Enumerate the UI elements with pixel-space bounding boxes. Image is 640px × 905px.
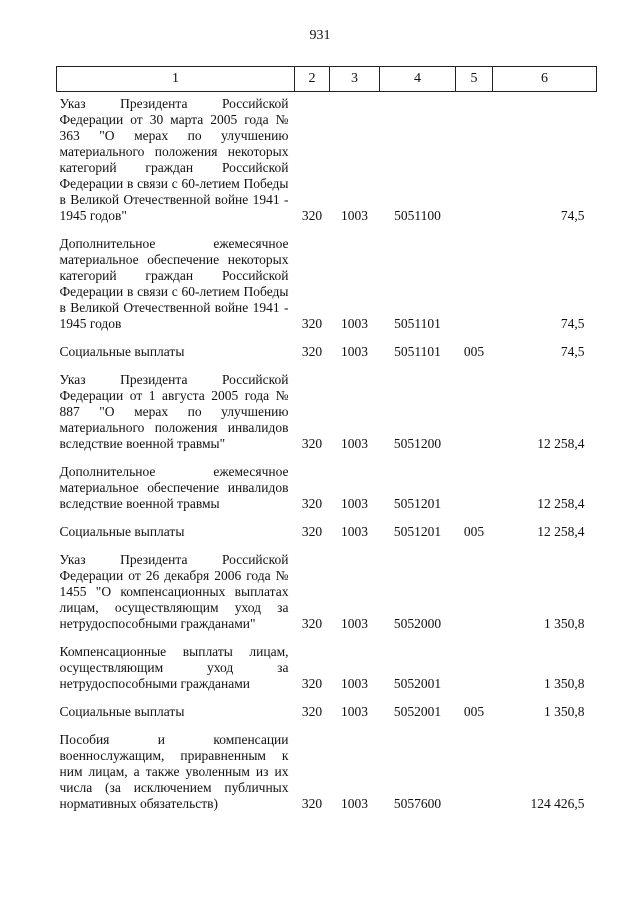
row-expense-type: 005 — [463, 344, 485, 359]
row-name-text: Социальные выплаты — [59, 344, 185, 359]
row-section-code: 1003 — [341, 676, 368, 691]
row-name — [57, 692, 295, 720]
page-number: 931 — [309, 28, 331, 43]
row-amount: 124 426,5 — [530, 796, 585, 811]
column-header-4: 4 — [380, 67, 456, 92]
row-name-text: Пособия и компенсации военнослужащим, приравненным к ним лицам, а также уволенным из их числа (за исключением публичных нормативных обязательств) — [59, 732, 289, 811]
row-ministry-code: 320 — [301, 616, 323, 631]
row-ministry-code: 320 — [301, 496, 323, 511]
row-target-code: 5057600 — [393, 796, 442, 811]
row-name-text: Социальные выплаты — [59, 524, 185, 539]
column-header-5: 5 — [456, 67, 493, 92]
row-amount: 1 350,8 — [544, 676, 585, 691]
row-expense-type: 005 — [463, 704, 485, 719]
row-section-code: 1003 — [341, 616, 368, 631]
row-section-code: 1003 — [341, 436, 368, 451]
column-header-1: 1 — [57, 67, 295, 92]
row-expense-type: 005 — [463, 524, 485, 539]
row-name-text: Указ Президента Российской Федерации от 26 декабря 2006 года № 1455 "О компенсационных выплатах лицам, осуществляющим уход за нетрудоспособными гражданами" — [59, 552, 289, 631]
table-row — [57, 692, 597, 720]
table-row — [57, 632, 597, 692]
row-amount: 12 258,4 — [537, 496, 585, 511]
row-amount: 74,5 — [560, 344, 585, 359]
column-header-3: 3 — [330, 67, 380, 92]
row-expense-type — [456, 720, 493, 812]
row-ministry-code: 320 — [301, 316, 323, 331]
row-section-code: 1003 — [341, 704, 368, 719]
table-row — [57, 224, 597, 332]
table-row — [57, 92, 597, 225]
table-row — [57, 540, 597, 632]
row-name — [57, 332, 295, 360]
row-name — [57, 224, 295, 332]
column-header-2: 2 — [295, 67, 330, 92]
column-header-6: 6 — [493, 67, 597, 92]
row-ministry-code: 320 — [301, 704, 323, 719]
table-row — [57, 332, 597, 360]
row-expense-type — [456, 92, 493, 225]
row-name-text: Социальные выплаты — [59, 704, 185, 719]
table-body — [57, 92, 597, 813]
row-ministry-code: 320 — [301, 344, 323, 359]
row-name — [57, 720, 295, 812]
row-section-code: 1003 — [341, 316, 368, 331]
row-name-text: Указ Президента Российской Федерации от 1 августа 2005 года № 887 "О мерах по улучшению материального положения инвалидов вследствие военной травмы" — [59, 372, 289, 451]
row-name — [57, 632, 295, 692]
row-expense-type — [456, 452, 493, 512]
row-section-code: 1003 — [341, 496, 368, 511]
row-section-code: 1003 — [341, 208, 368, 223]
row-amount: 74,5 — [560, 208, 585, 223]
row-expense-type — [456, 632, 493, 692]
row-amount: 12 258,4 — [537, 524, 585, 539]
row-name-text: Указ Президента Российской Федерации от 30 марта 2005 года № 363 "О мерах по улучшению материального положения некоторых категорий граждан Российской Федерации в связи с 60-летием Победы в Великой Отечественной войне 1941 - 1945 годов" — [59, 96, 289, 223]
row-section-code: 1003 — [341, 796, 368, 811]
row-name — [57, 452, 295, 512]
row-section-code: 1003 — [341, 344, 368, 359]
row-target-code: 5051100 — [394, 208, 441, 223]
row-name — [57, 540, 295, 632]
row-amount: 1 350,8 — [544, 704, 585, 719]
row-amount: 74,5 — [560, 316, 585, 331]
row-name-text: Дополнительное ежемесячное материальное обеспечение некоторых категорий граждан Российской Федерации в связи с 60-летием Победы в Великой Отечественной войне 1941 - 1945 годов — [59, 236, 289, 331]
row-target-code: 5051101 — [394, 344, 441, 359]
row-expense-type — [456, 540, 493, 632]
row-section-code: 1003 — [341, 524, 368, 539]
row-ministry-code: 320 — [301, 524, 323, 539]
row-name — [57, 92, 295, 225]
table-row — [57, 720, 597, 812]
row-expense-type — [456, 360, 493, 452]
table-row — [57, 452, 597, 512]
row-expense-type — [456, 224, 493, 332]
row-target-code: 5051201 — [393, 524, 442, 539]
row-target-code: 5051200 — [393, 436, 442, 451]
row-ministry-code: 320 — [301, 436, 323, 451]
row-name-text: Дополнительное ежемесячное материальное обеспечение инвалидов вследствие военной травмы — [59, 464, 289, 511]
table-row — [57, 360, 597, 452]
budget-table — [56, 66, 597, 812]
row-target-code: 5052000 — [393, 616, 442, 631]
row-name-text: Компенсационные выплаты лицам, осуществляющим уход за нетрудоспособными гражданами — [59, 644, 289, 691]
row-target-code: 5052001 — [393, 676, 442, 691]
row-target-code: 5052001 — [393, 704, 442, 719]
row-name — [57, 360, 295, 452]
row-ministry-code: 320 — [301, 208, 323, 223]
table-row — [57, 512, 597, 540]
row-target-code: 5051101 — [394, 316, 441, 331]
table-header — [57, 67, 597, 92]
row-name — [57, 512, 295, 540]
row-target-code: 5051201 — [393, 496, 442, 511]
row-ministry-code: 320 — [301, 796, 323, 811]
row-amount: 1 350,8 — [544, 616, 585, 631]
row-ministry-code: 320 — [301, 676, 323, 691]
row-amount: 12 258,4 — [537, 436, 585, 451]
